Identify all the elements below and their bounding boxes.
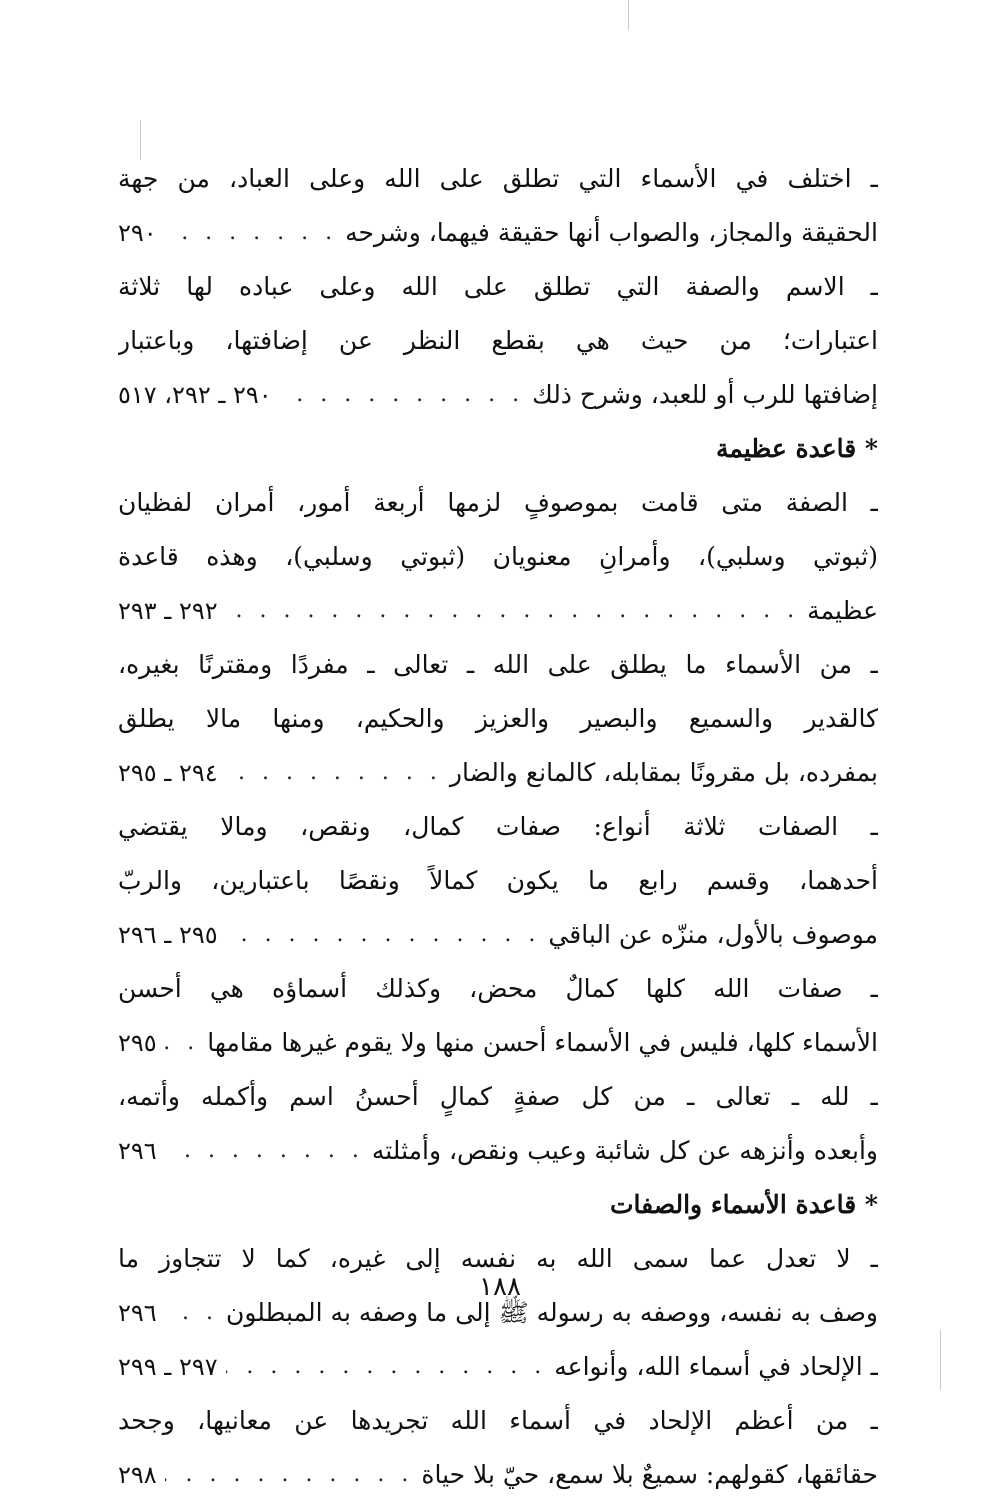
page-reference: ٢٩٧ ـ ٢٩٩ <box>118 1353 218 1381</box>
section-heading: * قاعدة الأسماء والصفات <box>610 1190 878 1219</box>
entry-text: وأبعده وأنزهه عن كل شائبة وعيب ونقص، وأمثلته <box>371 1136 878 1165</box>
entry-text: الأسماء كلها، فليس في الأسماء أحسن منها ولا يقوم غيرها مقامها <box>207 1028 878 1057</box>
page-number: ١٨٨ <box>479 1272 521 1302</box>
page-reference: ٢٩٥ ـ ٢٩٦ <box>118 921 218 949</box>
scan-artifact <box>140 120 141 160</box>
page-reference: ٢٩٦ <box>118 1299 157 1327</box>
section-heading: * قاعدة عظيمة <box>715 434 878 463</box>
index-line: ـ الصفة متى قامت بموصوفٍ لزمها أربعة أمور، أمران لفظيان <box>118 488 878 517</box>
index-entry <box>118 1340 878 1394</box>
dot-leader <box>165 1124 364 1178</box>
index-line: أحدهما، وقسم رابع ما يكون كمالاً ونقصًا باعتبارين، والربّ <box>118 866 878 895</box>
entry-text: ـ الإلحاد في أسماء الله، وأنواعه <box>554 1352 878 1381</box>
index-line: ـ الاسم والصفة التي تطلق على الله وعلى عباده لها ثلاثة <box>118 272 878 301</box>
index-line: ـ من أعظم الإلحاد في أسماء الله تجريدها عن معانيها، وجحد <box>118 1406 878 1435</box>
index-line: اعتبارات؛ من حيث هي بقطع النظر عن إضافتها، وباعتبار <box>118 326 878 355</box>
index-entry <box>118 1124 878 1178</box>
index-entry <box>118 746 878 800</box>
page-reference: ٢٩٠ ـ ٢٩٢، ٥١٧ <box>118 381 272 409</box>
index-entry <box>118 368 878 422</box>
index-entry <box>118 908 878 962</box>
entry-text: حقائقها، كقولهم: سميعٌ بلا سمع، حيّ بلا حياة <box>421 1460 878 1489</box>
scan-artifact <box>940 1330 941 1390</box>
index-line: كالقدير والسميع والبصير والعزيز والحكيم، ومنها مالا يطلق <box>118 704 878 733</box>
index-entry <box>118 1448 878 1502</box>
index-line: ـ من الأسماء ما يطلق على الله ـ تعالى ـ مفردًا ومقترنًا بغيره، <box>118 650 878 679</box>
page-reference: ٢٩٢ ـ ٢٩٣ <box>118 597 218 625</box>
page-reference: ٢٩٥ <box>118 1029 157 1057</box>
index-line: ـ الصفات ثلاثة أنواع: صفات كمال، ونقص، ومالا يقتضي <box>118 812 878 841</box>
dot-leader <box>165 1448 414 1502</box>
dot-leader <box>165 206 337 260</box>
dot-leader <box>226 584 800 638</box>
page-reference: ٢٩٤ ـ ٢٩٥ <box>118 759 218 787</box>
entry-text: بمفرده، بل مقرونًا بمقابله، كالمانع والضار <box>449 758 878 787</box>
entry-text: إضافتها للرب أو للعبد، وشرح ذلك <box>532 380 878 409</box>
dot-leader <box>165 1016 200 1070</box>
dot-leader <box>280 368 524 422</box>
entry-text: الحقيقة والمجاز، والصواب أنها حقيقة فيهما، وشرحه <box>345 218 878 247</box>
dot-leader <box>226 908 541 962</box>
dot-leader <box>226 1340 547 1394</box>
index-line: ـ صفات الله كلها كمالٌ محض، وكذلك أسماؤه هي أحسن <box>118 974 878 1003</box>
page-reference: ٢٩٦ <box>118 1137 157 1165</box>
entry-text: موصوف بالأول، منزّه عن الباقي <box>548 920 878 949</box>
entry-text: عظيمة <box>807 596 878 625</box>
index-entry <box>118 206 878 260</box>
scan-artifact <box>628 0 629 30</box>
index-line: ـ لله ـ تعالى ـ من كل صفةٍ كمالٍ أحسنُ اسم وأكمله وأتمه، <box>118 1082 878 1111</box>
index-line: ـ لا تعدل عما سمى الله به نفسه إلى غيره، كما لا تتجاوز ما <box>118 1244 878 1273</box>
dot-leader <box>226 746 442 800</box>
index-entry <box>118 584 878 638</box>
index-entry <box>118 1016 878 1070</box>
index-line: (ثبوتي وسلبي)، وأمرانِ معنويان (ثبوتي وسلبي)، وهذه قاعدة <box>118 542 878 571</box>
entry-text: وصف به نفسه، ووصفه به رسوله ﷺ إلى ما وصفه به المبطلون <box>225 1298 878 1327</box>
page-reference: ٢٩٨ <box>118 1461 157 1489</box>
page-reference: ٢٩٠ <box>118 219 157 247</box>
index-line: ـ اختلف في الأسماء التي تطلق على الله وعلى العباد، من جهة <box>118 164 878 193</box>
